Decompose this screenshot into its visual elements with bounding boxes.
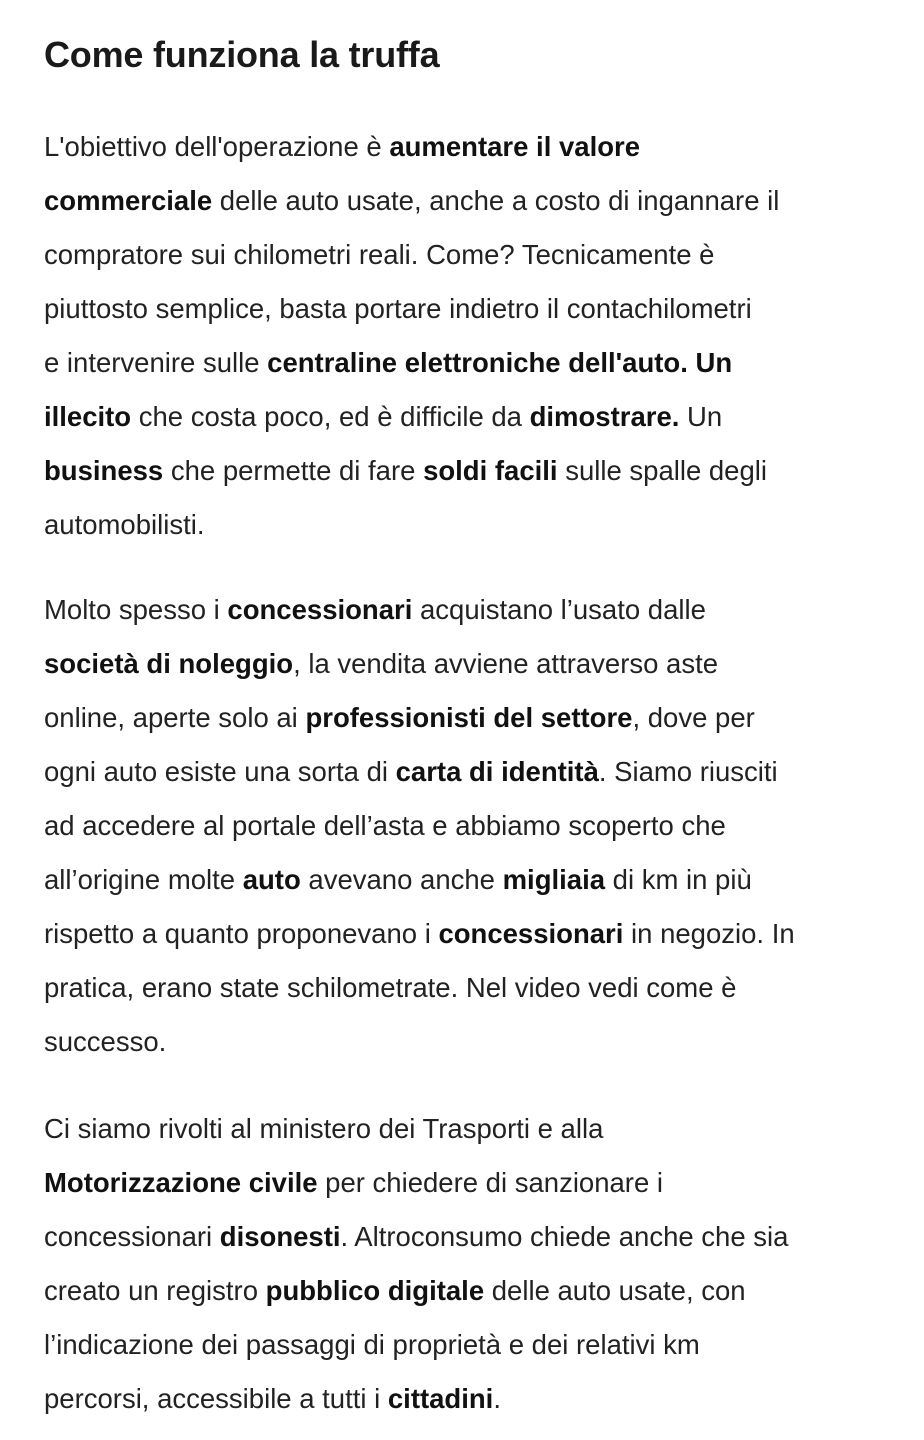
bold-text: carta di identità: [395, 756, 599, 787]
paragraph-3: [44, 1102, 788, 1426]
text: , dove per: [632, 702, 755, 733]
text: automobilisti.: [44, 509, 205, 540]
paragraph-1: [44, 120, 779, 552]
text: che costa poco, ed è difficile da: [131, 401, 530, 432]
bold-text: illecito: [44, 401, 132, 432]
text: delle auto usate, anche a costo di ingannare il: [212, 185, 780, 216]
text-line: [44, 390, 779, 444]
bold-text: aumentare il valore: [389, 131, 640, 162]
bold-text: concessionari: [227, 594, 413, 625]
text: ad accedere al portale dell’asta e abbiamo scoperto che: [44, 810, 726, 841]
text-line: [44, 1372, 788, 1426]
text: successo.: [44, 1026, 167, 1057]
bold-text: Motorizzazione civile: [44, 1167, 318, 1198]
paragraph-2: [44, 583, 795, 1069]
text: Un: [679, 401, 723, 432]
text-line: [44, 583, 795, 637]
bold-text: professionisti del settore: [305, 702, 633, 733]
bold-text: dimostrare.: [529, 401, 680, 432]
bold-text: auto: [242, 864, 301, 895]
text: pratica, erano state schilometrate. Nel video vedi come è: [44, 972, 737, 1003]
bold-text: pubblico digitale: [265, 1275, 485, 1306]
text: all’origine molte: [44, 864, 243, 895]
text: . Siamo riusciti: [598, 756, 778, 787]
text: piuttosto semplice, basta portare indietro il contachilometri: [44, 293, 752, 324]
text: compratore sui chilometri reali. Come? Tecnicamente è: [44, 239, 715, 270]
text-line: [44, 961, 795, 1015]
text-line: [44, 1264, 788, 1318]
text: e intervenire sulle: [44, 347, 268, 378]
bold-text: disonesti: [219, 1221, 341, 1252]
text-line: [44, 1015, 795, 1069]
text: Ci siamo rivolti al ministero dei Trasporti e alla: [44, 1113, 604, 1144]
text: Molto spesso i: [44, 594, 228, 625]
bold-text: commerciale: [44, 185, 213, 216]
text-line: [44, 282, 779, 336]
bold-text: migliaia: [502, 864, 606, 895]
section-heading: Come funziona la truffa: [44, 34, 440, 75]
text-line: [44, 637, 795, 691]
text-line: [44, 1318, 788, 1372]
text: sulle spalle degli: [557, 455, 767, 486]
text: creato un registro: [44, 1275, 266, 1306]
text-line: [44, 444, 779, 498]
text: di km in più: [605, 864, 752, 895]
text: per chiedere di sanzionare i: [317, 1167, 664, 1198]
bold-text: soldi facili: [423, 455, 558, 486]
text-line: [44, 1102, 788, 1156]
text: percorsi, accessibile a tutti i: [44, 1383, 388, 1414]
text: concessionari: [44, 1221, 220, 1252]
text: .: [493, 1383, 501, 1414]
bold-text: business: [44, 455, 164, 486]
text-line: [44, 799, 795, 853]
text: rispetto a quanto proponevano i: [44, 918, 439, 949]
text-line: [44, 120, 779, 174]
text-line: [44, 691, 795, 745]
bold-text: concessionari: [438, 918, 624, 949]
text: avevano anche: [300, 864, 503, 895]
text-line: [44, 1210, 788, 1264]
text-line: [44, 907, 795, 961]
text-line: [44, 498, 779, 552]
text: che permette di fare: [163, 455, 424, 486]
text-line: [44, 745, 795, 799]
text-line: [44, 174, 779, 228]
text: . Altroconsumo chiede anche che sia: [340, 1221, 789, 1252]
bold-text: società di noleggio: [44, 648, 294, 679]
text: ogni auto esiste una sorta di: [44, 756, 396, 787]
text: delle auto usate, con: [484, 1275, 746, 1306]
text: acquistano l’usato dalle: [412, 594, 706, 625]
text: in negozio. In: [623, 918, 795, 949]
text-line: [44, 228, 779, 282]
bold-text: centraline elettroniche dell'auto. Un: [267, 347, 733, 378]
text-line: [44, 853, 795, 907]
bold-text: cittadini: [387, 1383, 494, 1414]
text: L'obiettivo dell'operazione è: [44, 131, 390, 162]
text: online, aperte solo ai: [44, 702, 306, 733]
text-line: [44, 336, 779, 390]
text: , la vendita avviene attraverso aste: [293, 648, 719, 679]
text: l’indicazione dei passaggi di proprietà e dei relativi km: [44, 1329, 700, 1360]
text-line: [44, 1156, 788, 1210]
